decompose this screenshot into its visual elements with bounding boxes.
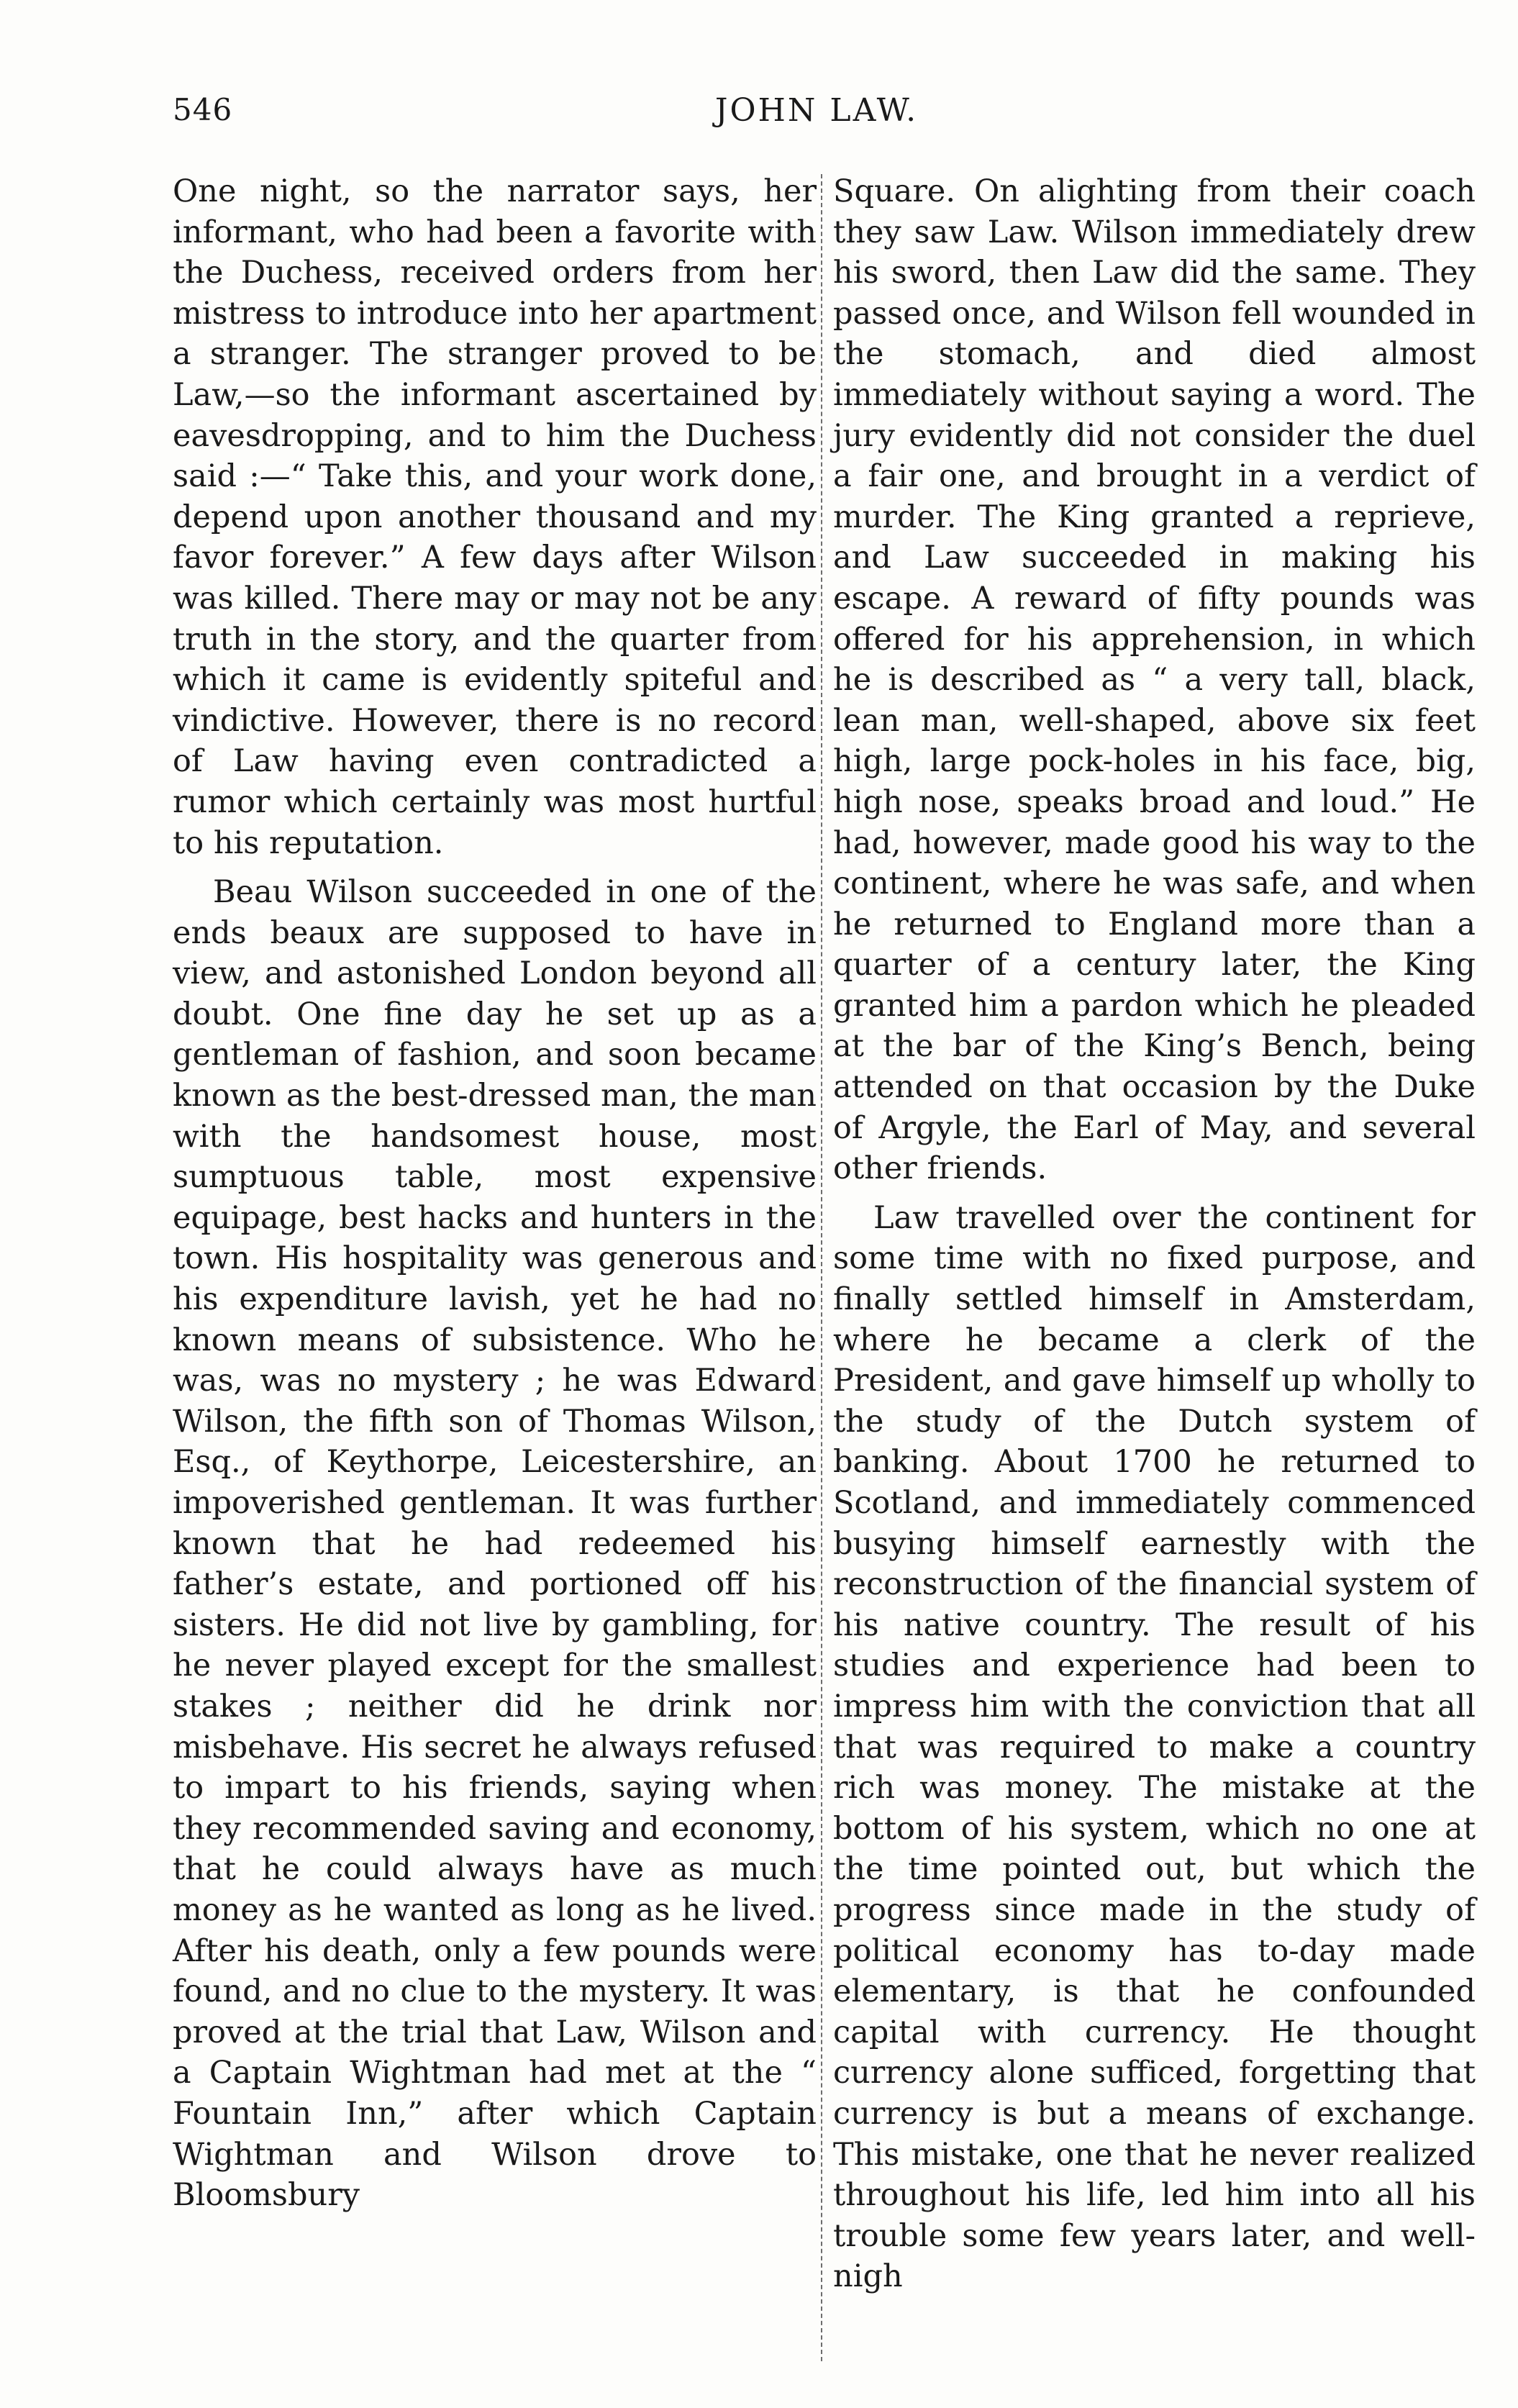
page-number: 546 <box>173 92 233 127</box>
paragraph: One night, so the narrator says, her informant, who had been a favorite with the Duchess, received orders from her mistress to introduce into her apartment a stranger. The stranger proved to be Law,—so the informant ascertained by eavesdropping, and to him the Duchess said :—“ Take this, and your work done, depend upon another thousand and my favor forever.” A few days after Wilson was killed. There may or may not be any truth in the story, and the quarter from which it came is evidently spiteful and vindictive. However, there is no record of Law having even contradicted a rumor which certainly was most hurtful to his reputation. <box>173 173 817 861</box>
running-title: JOHN LAW. <box>714 92 919 129</box>
page-header <box>173 92 1460 142</box>
right-column <box>833 171 1476 2297</box>
paragraph: Beau Wilson succeeded in one of the ends beaux are supposed to have in view, and astonished London beyond all doubt. One fine day he set up as a gentleman of fashion, and soon became known as the best-dressed man, the man with the handsomest house, most sumptuous table, most expensive equipage, best hacks and hunters in the town. His hospitality was generous and his expenditure lavish, yet he had no known means of subsistence. Who he was, was no mystery ; he was Edward Wilson, the fifth son of Thomas Wilson, Esq., of Keythorpe, Leicestershire, an impoverished gentleman. It was further known that he had redeemed his father’s estate, and portioned off his sisters. He did not live by gambling, for he never played except for the smallest stakes ; neither did he drink nor misbehave. His secret he always refused to impart to his friends, saying when they recommended saving and economy, that he could always have as much money as he wanted as long as he lived. After his death, only a few pounds were found, and no clue to the mystery. It was proved at the trial that Law, Wilson and a Captain Wightman had met at the “ Fountain Inn,” after which Captain Wightman and Wilson drove to Bloomsbury <box>173 874 817 2214</box>
paragraph: Law travelled over the continent for some time with no fixed purpose, and finally settled himself in Amsterdam, where he became a clerk of the President, and gave himself up wholly to the study of the Dutch system of banking. About 1700 he returned to Scotland, and immediately commenced busying himself earnestly with the reconstruction of the financial system of his native country. The result of his studies and experience had been to impress him with the conviction that all that was required to make a country rich was money. The mistake at the bottom of his system, which no one at the time pointed out, but which the progress since made in the study of political economy has to-day made elementary, is that he confounded capital with currency. He thought currency alone sufficed, forgetting that currency is but a means of exchange. This mistake, one that he never realized throughout his life, led him into all his trouble some few years later, and well-nigh <box>833 1199 1476 2295</box>
left-column <box>173 171 817 2216</box>
column-divider <box>821 174 822 2361</box>
paragraph: Square. On alighting from their coach they saw Law. Wilson immediately drew his sword, then Law did the same. They passed once, and Wilson fell wounded in the stomach, and died almost immediately without saying a word. The jury evidently did not consider the duel a fair one, and brought in a verdict of murder. The King granted a reprieve, and Law succeeded in making his escape. A reward of fifty pounds was offered for his apprehension, in which he is described as “ a very tall, black, lean man, well-shaped, above six feet high, large pock-holes in his face, big, high nose, speaks broad and loud.” He had, however, made good his way to the continent, where he was safe, and when he returned to England more than a quarter of a century later, the King granted him a pardon which he pleaded at the bar of the King’s Bench, being attended on that occasion by the Duke of Argyle, the Earl of May, and several other friends. <box>833 173 1476 1187</box>
